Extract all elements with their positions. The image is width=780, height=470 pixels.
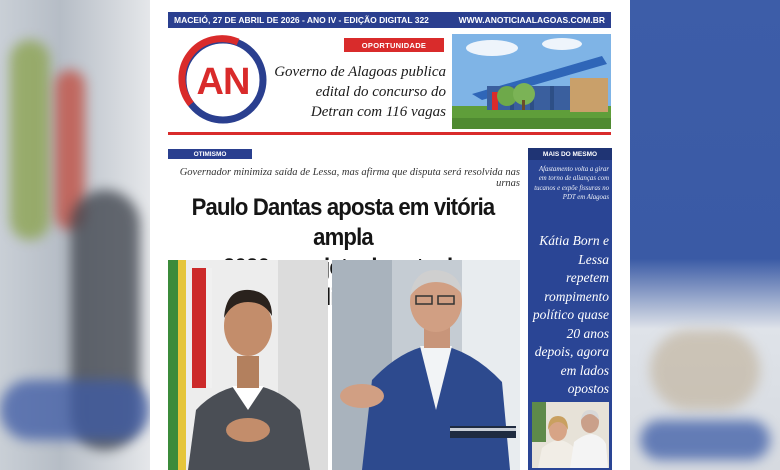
sidebar-photo xyxy=(532,402,609,468)
headline-line-1: Paulo Dantas aposta em vitória ampla xyxy=(191,194,495,251)
blurred-background-right xyxy=(630,0,780,470)
blurred-background-left xyxy=(0,0,150,470)
dateline-bar xyxy=(168,12,611,28)
lead-story-subhead: Governador minimiza saída de Lessa, mas afirma que disputa será resolvida nas urnas xyxy=(179,167,520,189)
website-url[interactable]: WWW.ANOTICIAALAGOAS.COM.BR xyxy=(458,15,605,25)
edition-dateline: MACEIÓ, 27 DE ABRIL DE 2026 - ANO IV - EDIÇÃO DIGITAL 322 xyxy=(174,15,429,25)
section-tag-mais-do-mesmo: MAIS DO MESMO xyxy=(528,148,612,160)
newspaper-page xyxy=(150,0,630,470)
top-story-headline[interactable]: Governo de Alagoas publica edital do concurso do Detran com 116 vagas xyxy=(274,64,446,120)
governor-photo[interactable] xyxy=(168,260,328,470)
sidebar-summary: Afastamento volta a girar em torno de alianças com tucanos e expõe fissuras no PDT em Alagoas xyxy=(534,166,609,201)
an-logo[interactable] xyxy=(176,32,270,128)
sidebar-box[interactable] xyxy=(528,148,612,470)
red-divider xyxy=(168,132,611,135)
section-tag-otimismo: OTIMISMO xyxy=(168,149,252,159)
logo-lettering: AN xyxy=(196,61,250,103)
detran-building-photo[interactable] xyxy=(452,34,611,129)
sidebar-headline: Kátia Born e Lessa repetem rompimento político quase 20 anos depois, agora em lados opostos xyxy=(532,233,609,396)
ex-ally-photo[interactable] xyxy=(332,260,520,470)
section-tag-oportunidade: OPORTUNIDADE xyxy=(344,38,444,52)
